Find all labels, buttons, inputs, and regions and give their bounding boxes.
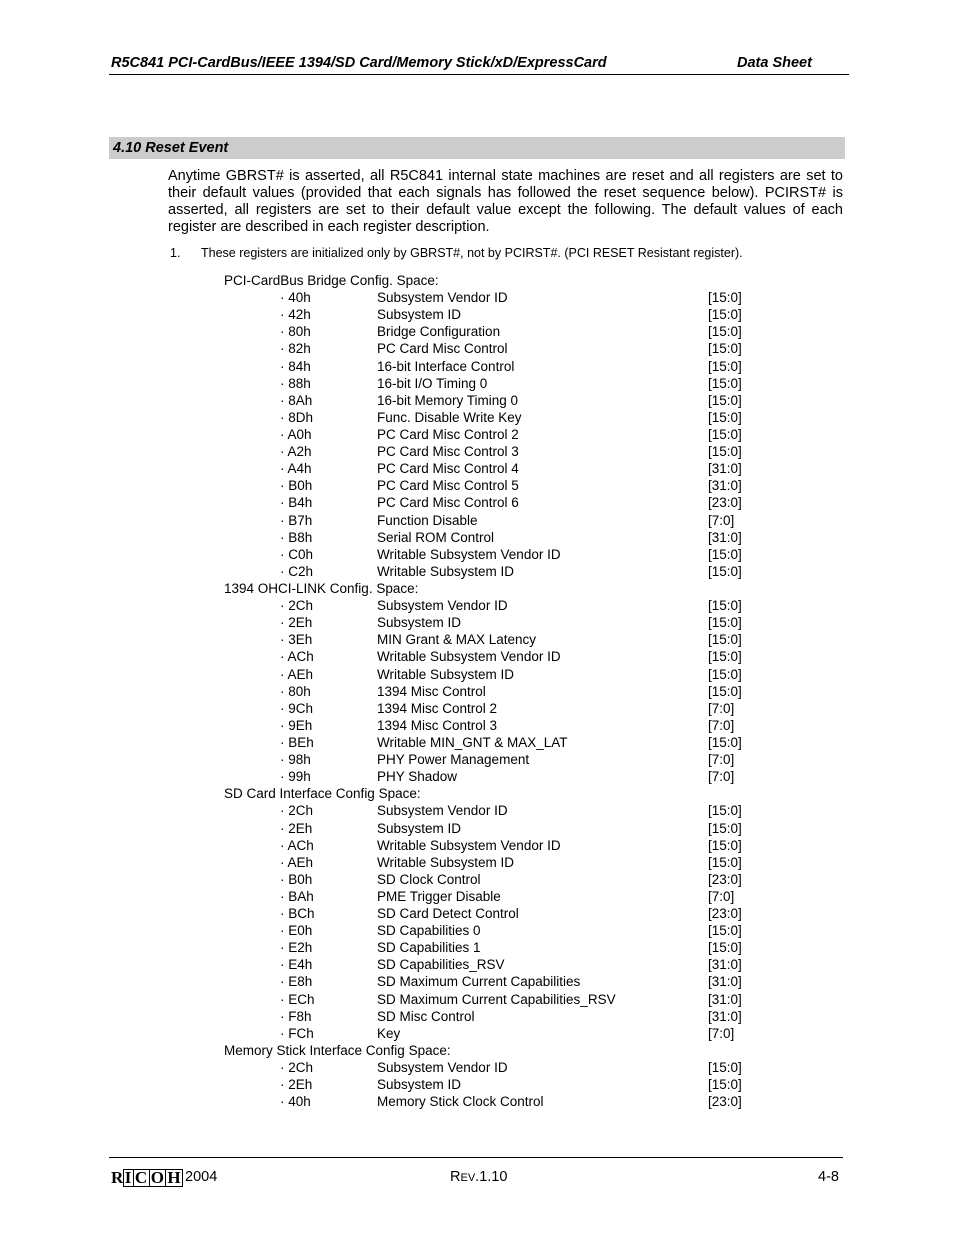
register-row: [0, 597, 954, 614]
register-offset: · ACh: [280, 649, 314, 665]
register-name: Writable Subsystem Vendor ID: [377, 546, 561, 562]
register-offset: · AEh: [280, 666, 314, 682]
register-name: PHY Power Management: [377, 752, 530, 768]
register-name: Subsystem ID: [377, 820, 462, 836]
register-offset: · C0h: [280, 546, 314, 562]
register-name: SD Maximum Current Capabilities: [377, 974, 581, 990]
register-name: Writable Subsystem ID: [377, 563, 515, 579]
register-name: PME Trigger Disable: [377, 888, 501, 904]
register-name: 16-bit Memory Timing 0: [377, 392, 519, 408]
register-row: [0, 802, 954, 819]
register-bits: [15:0]: [708, 598, 742, 614]
register-bits: [15:0]: [708, 341, 742, 357]
register-offset: · 98h: [280, 752, 311, 768]
register-bits: [15:0]: [708, 307, 742, 323]
register-name: PC Card Misc Control 3: [377, 444, 519, 460]
register-name: SD Capabilities_RSV: [377, 957, 505, 973]
register-bits: [23:0]: [708, 871, 742, 887]
register-name: Subsystem Vendor ID: [377, 598, 508, 614]
register-row: [0, 375, 954, 392]
register-offset: · AEh: [280, 854, 314, 870]
register-row: [0, 494, 954, 511]
register-offset: · ACh: [280, 837, 314, 853]
register-name: Subsystem ID: [377, 1077, 462, 1093]
register-row: [0, 460, 954, 477]
register-offset: · 88h: [280, 375, 311, 391]
register-row: [0, 614, 954, 631]
register-bits: [31:0]: [708, 957, 742, 973]
register-row: [0, 426, 954, 443]
register-offset: · F8h: [280, 1008, 312, 1024]
register-bits: [15:0]: [708, 923, 742, 939]
register-offset: · 8Ah: [280, 392, 313, 408]
register-offset: · ECh: [280, 991, 315, 1007]
register-row: [0, 700, 954, 717]
register-offset: · 40h: [280, 1094, 311, 1110]
register-offset: · 2Ch: [280, 1060, 314, 1076]
register-offset: · 2Ch: [280, 598, 314, 614]
register-bits: [31:0]: [708, 529, 742, 545]
register-name: Writable Subsystem ID: [377, 854, 515, 870]
register-bits: [15:0]: [708, 324, 742, 340]
register-offset: · 82h: [280, 341, 311, 357]
register-offset: · FCh: [280, 1025, 314, 1041]
header-doc-type: Data Sheet: [737, 55, 812, 71]
register-offset: · 3Eh: [280, 632, 313, 648]
register-offset: · BAh: [280, 888, 314, 904]
register-row: [0, 1076, 954, 1093]
register-name: Writable MIN_GNT & MAX_LAT: [377, 734, 568, 750]
register-row: [0, 563, 954, 580]
register-offset: · A0h: [280, 426, 312, 442]
register-bits: [7:0]: [708, 512, 735, 528]
register-name: 1394 Misc Control: [377, 683, 486, 699]
register-row: [0, 888, 954, 905]
register-offset: · 2Eh: [280, 1077, 313, 1093]
register-offset: · B4h: [280, 495, 313, 511]
register-name: SD Capabilities 1: [377, 940, 481, 956]
register-name: Writable Subsystem Vendor ID: [377, 837, 561, 853]
register-row: [0, 751, 954, 768]
register-name: Serial ROM Control: [377, 529, 495, 545]
register-row: [0, 956, 954, 973]
footer-rule: [109, 1157, 843, 1158]
register-row: [0, 323, 954, 340]
register-bits: [15:0]: [708, 444, 742, 460]
register-bits: [7:0]: [708, 769, 735, 785]
header-title: R5C841 PCI-CardBus/IEEE 1394/SD Card/Memory Stick/xD/ExpressCard: [111, 55, 607, 71]
register-offset: · E0h: [280, 923, 313, 939]
register-row: [0, 648, 954, 665]
logo-letter: I: [124, 1168, 132, 1187]
register-row: [0, 529, 954, 546]
register-row: [0, 768, 954, 785]
register-row: [0, 683, 954, 700]
register-offset: · 8Dh: [280, 409, 314, 425]
register-offset: · B0h: [280, 478, 313, 494]
register-offset: · 80h: [280, 683, 311, 699]
register-row: [0, 392, 954, 409]
register-row: [0, 1025, 954, 1042]
register-row: [0, 1093, 954, 1110]
register-name: Subsystem ID: [377, 615, 462, 631]
register-bits: [15:0]: [708, 615, 742, 631]
register-group-label: PCI-CardBus Bridge Config. Space:: [224, 273, 439, 288]
register-offset: · 42h: [280, 307, 311, 323]
register-name: 16-bit Interface Control: [377, 358, 515, 374]
register-name: PC Card Misc Control 4: [377, 461, 519, 477]
register-row: [0, 820, 954, 837]
register-row: [0, 871, 954, 888]
register-name: Subsystem Vendor ID: [377, 1060, 508, 1076]
register-bits: [23:0]: [708, 906, 742, 922]
register-bits: [23:0]: [708, 495, 742, 511]
logo-letter: C: [134, 1168, 148, 1187]
register-name: Func. Disable Write Key: [377, 409, 522, 425]
register-name: Writable Subsystem Vendor ID: [377, 649, 561, 665]
logo-letter: H: [167, 1168, 182, 1187]
header-rule: [109, 74, 849, 75]
register-row: [0, 289, 954, 306]
register-bits: [15:0]: [708, 734, 742, 750]
register-row: [0, 477, 954, 494]
register-row: [0, 991, 954, 1008]
register-group-label: SD Card Interface Config Space:: [224, 786, 421, 802]
register-offset: · B8h: [280, 529, 313, 545]
register-bits: [15:0]: [708, 375, 742, 391]
register-name: SD Maximum Current Capabilities_RSV: [377, 991, 616, 1007]
register-row: [0, 734, 954, 751]
register-row: [0, 306, 954, 323]
register-bits: [15:0]: [708, 649, 742, 665]
register-bits: [15:0]: [708, 854, 742, 870]
register-name: SD Misc Control: [377, 1008, 475, 1024]
register-offset: · 2Eh: [280, 820, 313, 836]
register-bits: [15:0]: [708, 666, 742, 682]
register-name: PC Card Misc Control 2: [377, 426, 519, 442]
register-name: PC Card Misc Control 6: [377, 495, 519, 511]
register-bits: [15:0]: [708, 426, 742, 442]
register-bits: [15:0]: [708, 358, 742, 374]
register-name: 1394 Misc Control 3: [377, 717, 498, 733]
register-offset: · E4h: [280, 957, 313, 973]
register-offset: · 9Eh: [280, 717, 313, 733]
register-offset: · 84h: [280, 358, 311, 374]
register-offset: · B0h: [280, 871, 313, 887]
logo-letter: O: [150, 1168, 165, 1187]
register-offset: · 2Ch: [280, 803, 314, 819]
register-name: 1394 Misc Control 2: [377, 700, 498, 716]
register-bits: [31:0]: [708, 1008, 742, 1024]
register-bits: [15:0]: [708, 290, 742, 306]
register-bits: [15:0]: [708, 940, 742, 956]
register-name: Writable Subsystem ID: [377, 666, 515, 682]
register-bits: [23:0]: [708, 1094, 742, 1110]
register-bits: [15:0]: [708, 803, 742, 819]
register-bits: [15:0]: [708, 392, 742, 408]
register-bits: [15:0]: [708, 837, 742, 853]
register-offset: · 80h: [280, 324, 311, 340]
register-row: [0, 922, 954, 939]
register-row: [0, 340, 954, 357]
register-row: [0, 717, 954, 734]
intro-paragraph: Anytime GBRST# is asserted, all R5C841 internal state machines are reset and all registers are set to their default values (provided that each signals has followed the reset sequence below). PCIRST# is asserted, all registers are set to their default value except the following. The default values of each register are described in each register description.: [168, 168, 843, 235]
register-row: [0, 666, 954, 683]
register-name: PC Card Misc Control: [377, 341, 508, 357]
section-title: 4.10 Reset Event: [113, 140, 229, 156]
register-name: Key: [377, 1025, 401, 1041]
register-name: Function Disable: [377, 512, 478, 528]
note-number: 1.: [170, 246, 181, 260]
register-row: [0, 512, 954, 529]
ricoh-logo: [111, 1168, 183, 1188]
register-row: [0, 546, 954, 563]
register-bits: [7:0]: [708, 700, 735, 716]
register-offset: · B7h: [280, 512, 313, 528]
register-offset: · 40h: [280, 290, 311, 306]
register-offset: · 2Eh: [280, 615, 313, 631]
register-row: [0, 631, 954, 648]
register-row: [0, 837, 954, 854]
register-name: SD Card Detect Control: [377, 906, 519, 922]
register-name: SD Clock Control: [377, 871, 481, 887]
register-offset: · E2h: [280, 940, 313, 956]
footer-revision: REV.1.10: [450, 1169, 508, 1185]
register-offset: · E8h: [280, 974, 313, 990]
register-bits: [31:0]: [708, 991, 742, 1007]
register-bits: [7:0]: [708, 1025, 735, 1041]
register-offset: · A4h: [280, 461, 312, 477]
footer-year: 2004: [185, 1169, 218, 1185]
register-name: PHY Shadow: [377, 769, 458, 785]
register-row: [0, 1008, 954, 1025]
register-offset: · A2h: [280, 444, 312, 460]
register-name: Bridge Configuration: [377, 324, 501, 340]
register-bits: [7:0]: [708, 717, 735, 733]
register-bits: [7:0]: [708, 752, 735, 768]
register-bits: [15:0]: [708, 409, 742, 425]
register-bits: [15:0]: [708, 1077, 742, 1093]
register-row: [0, 443, 954, 460]
register-offset: · C2h: [280, 563, 314, 579]
register-list: [0, 272, 954, 1110]
register-bits: [15:0]: [708, 632, 742, 648]
register-bits: [15:0]: [708, 546, 742, 562]
register-name: 16-bit I/O Timing 0: [377, 375, 488, 391]
register-row: [0, 409, 954, 426]
register-group-label: Memory Stick Interface Config Space:: [224, 1042, 451, 1058]
register-name: SD Capabilities 0: [377, 923, 481, 939]
register-row: [0, 358, 954, 375]
register-offset: · BCh: [280, 906, 315, 922]
register-name: Subsystem ID: [377, 307, 462, 323]
register-group-label: 1394 OHCI-LINK Config. Space:: [224, 580, 419, 596]
register-name: PC Card Misc Control 5: [377, 478, 519, 494]
register-row: [0, 939, 954, 956]
register-name: Memory Stick Clock Control: [377, 1094, 544, 1110]
register-name: Subsystem Vendor ID: [377, 803, 508, 819]
register-offset: · 99h: [280, 769, 311, 785]
register-bits: [7:0]: [708, 888, 735, 904]
register-bits: [15:0]: [708, 820, 742, 836]
register-bits: [31:0]: [708, 974, 742, 990]
logo-letter: R: [111, 1168, 124, 1187]
register-name: Subsystem Vendor ID: [377, 290, 508, 306]
register-row: [0, 973, 954, 990]
register-bits: [15:0]: [708, 683, 742, 699]
register-row: [0, 905, 954, 922]
register-offset: · BEh: [280, 734, 314, 750]
register-bits: [31:0]: [708, 461, 742, 477]
register-offset: · 9Ch: [280, 700, 314, 716]
footer-page-number: 4-8: [818, 1169, 839, 1185]
note-text: These registers are initialized only by GBRST#, not by PCIRST#. (PCI RESET Resistant register).: [201, 246, 743, 260]
register-bits: [31:0]: [708, 478, 742, 494]
register-row: [0, 854, 954, 871]
register-bits: [15:0]: [708, 1060, 742, 1076]
register-name: MIN Grant & MAX Latency: [377, 632, 537, 648]
register-row: [0, 1059, 954, 1076]
register-bits: [15:0]: [708, 563, 742, 579]
